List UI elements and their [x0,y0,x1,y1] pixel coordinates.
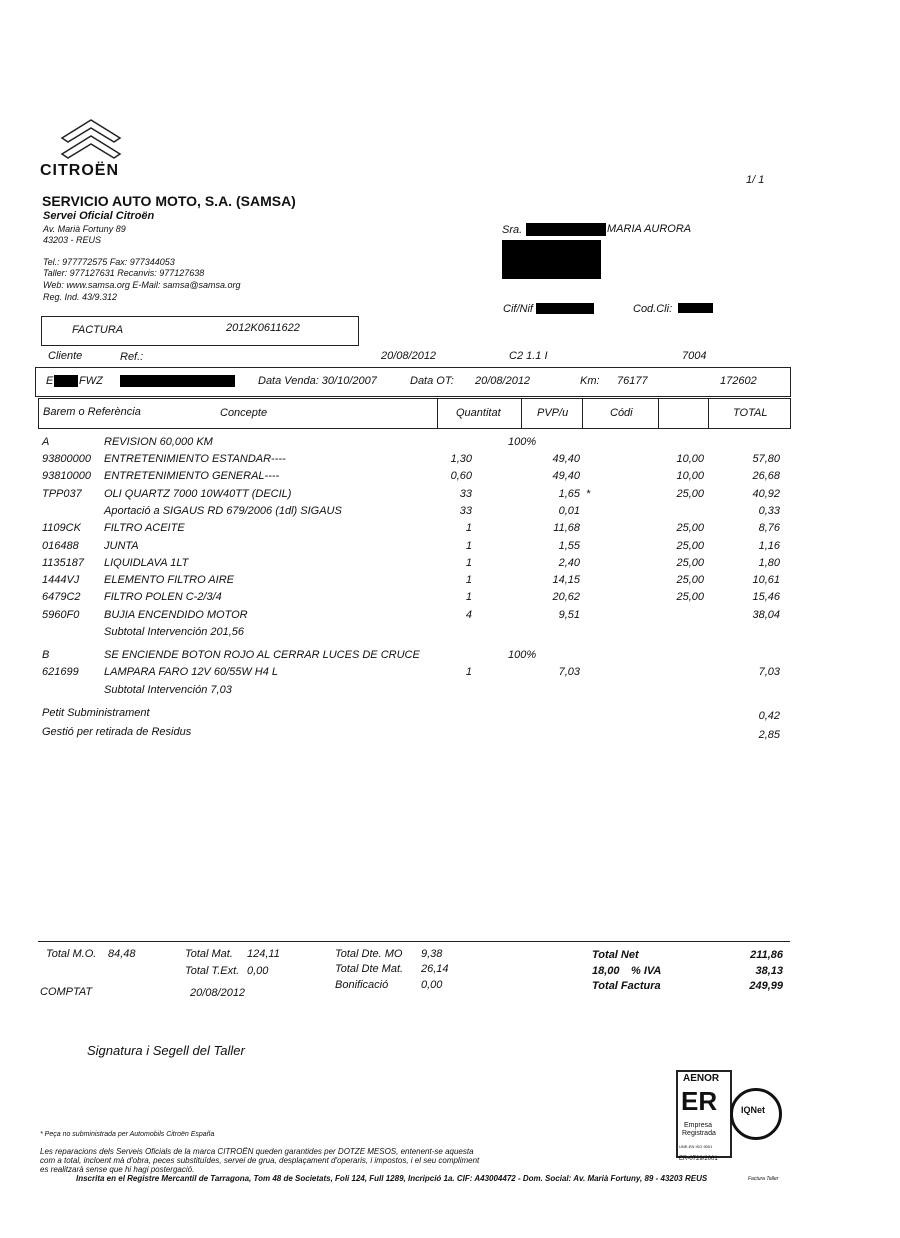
company-address2: 43203 - REUS [43,235,102,245]
line-ref: 1135187 [42,557,85,569]
line-concept: ELEMENTO FILTRO AIRE [104,574,234,586]
info-date: 20/08/2012 [381,350,437,362]
line-qty: 1,30 [450,453,472,465]
redacted-vehicle [120,375,235,387]
total-mo-label: Total M.O. [46,948,97,960]
bonificacio: 0,00 [421,979,443,991]
page-number: 1/ 1 [746,174,765,186]
payment-date: 20/08/2012 [190,987,246,999]
line-pvp: 100% [508,649,537,661]
line-dto: 25,00 [676,522,704,534]
line-ref: 93800000 [42,453,91,465]
aenor-une: UNE-EN ISO 9001 [679,1144,713,1149]
line-pvp: 20,62 [552,591,580,603]
footer-guarantee-3: es realitzarà sense que hi hagi postergació. [40,1165,195,1174]
company-subtitle: Servei Oficial Citroën [43,210,155,222]
line-pvp: 0,01 [558,505,580,517]
info-num: 7004 [682,350,707,362]
line-dto: 25,00 [676,574,704,586]
redacted-cod-cli [678,303,713,313]
km-label: Km: [580,375,600,387]
extra-total: 0,42 [758,710,780,722]
header-divider [437,398,438,428]
header-total: TOTAL [733,407,768,419]
total-dte-mo: 9,38 [421,948,443,960]
data-venda: Data Venda: 30/10/2007 [258,375,377,387]
line-concept: JUNTA [104,540,139,552]
line-total: 8,76 [758,522,780,534]
line-qty: 1 [465,574,472,586]
line-qty: 1 [465,540,472,552]
company-tel: Tel.: 977772575 Fax: 977344053 [43,257,175,267]
header-concept: Concepte [220,407,268,419]
total-ext-label: Total T.Ext. [185,965,240,977]
invoice-number: 2012K0611622 [226,322,300,334]
redacted-address [502,240,601,279]
citroen-logo [56,108,126,164]
line-ref: 016488 [42,540,79,552]
line-concept: LAMPARA FARO 12V 60/55W H4 L [104,666,279,678]
invoice-label: FACTURA [72,324,124,336]
total-factura: 249,99 [749,980,783,992]
line-concept: OLI QUARTZ 7000 10W40TT (DECIL) [104,488,292,500]
line-total: 10,61 [752,574,780,586]
footer-registry: Inscrita en el Registre Mercantil de Tarragona, Tom 48 de Societats, Foli 124, Full 1289, Incripció 1a. CIF: A43004472 - Dom. Social: Av. Marià Fortuny, 89 - 43203 REUS [76,1174,708,1183]
line-concept: ENTRETENIMIENTO ESTANDAR---- [104,453,286,465]
km-value: 76177 [617,375,648,387]
customer-title: Sra. [502,224,523,236]
line-pvp: 1,65 [558,488,580,500]
line-total: 40,92 [752,488,780,500]
line-concept: FILTRO ACEITE [104,522,185,534]
iqnet-label: IQNet [741,1105,766,1115]
line-dto: 25,00 [676,557,704,569]
line-ref: TPP037 [42,488,82,500]
total-factura-label: Total Factura [592,980,661,992]
line-qty: 33 [459,488,472,500]
line-total: 15,46 [752,591,780,603]
line-total: 0,33 [758,505,780,517]
line-total: 38,04 [752,609,780,621]
line-qty: 0,60 [450,470,472,482]
line-qty: 33 [459,505,472,517]
extra-label: Gestió per retirada de Residus [42,726,192,738]
line-mark: * [586,488,591,500]
line-pvp: 1,55 [558,540,580,552]
info-code: C2 1.1 I [509,350,548,362]
aenor-er: ER [681,1086,718,1116]
line-ref: 5960F0 [42,609,80,621]
line-ref: A [42,436,50,448]
company-taller: Taller: 977127631 Recanvis: 977127638 [43,268,205,278]
line-pvp: 11,68 [553,522,580,534]
line-dto: 10,00 [676,453,704,465]
customer-name: MARIA AURORA [607,223,692,235]
line-total: 26,68 [752,470,780,482]
line-pvp: 14,15 [552,574,580,586]
line-ref: 1109CK [42,522,81,534]
data-ot: 20/08/2012 [475,375,531,387]
footer-guarantee-2: com a total, incloent mà d'obra, peces substituïdes, servei de grua, desplaçament d'operaris, i impostos, i el seu compliment [40,1156,480,1165]
header-ref: Barem o Referència [43,406,141,418]
line-dto: 25,00 [676,540,704,552]
totals-top-rule [38,941,790,942]
line-concept: BUJIA ENCENDIDO MOTOR [104,609,248,621]
line-qty: 1 [465,522,472,534]
table-header [38,398,791,429]
vehicle-extra: 172602 [720,375,757,387]
total-mo: 84,48 [108,948,136,960]
line-concept: REVISION 60,000 KM [104,436,213,448]
iva-rate: 18,00 [592,965,620,977]
brand-logo-text: CITROËN [40,162,119,179]
line-total: 1,16 [758,540,780,552]
data-ot-label: Data OT: [410,375,454,387]
header-codi: Códi [610,407,633,419]
line-ref: 1444VJ [42,574,80,586]
bonificacio-label: Bonificació [335,979,389,991]
line-concept: ENTRETENIMIENTO GENERAL---- [104,470,280,482]
header-divider [521,398,522,428]
header-pvp: PVP/u [537,407,569,419]
total-ext: 0,00 [247,965,269,977]
line-pvp: 2,40 [558,557,580,569]
header-divider [708,398,709,428]
line-qty: 1 [465,557,472,569]
total-net: 211,86 [750,949,783,961]
total-mat: 124,11 [247,948,280,960]
cod-cli-label: Cod.Cli: [633,303,673,315]
line-dto: 10,00 [676,470,704,482]
company-address1: Av. Marià Fortuny 89 [43,224,126,234]
header-divider [582,398,583,428]
line-concept: Aportació a SIGAUS RD 679/2006 (1dl) SIGAUS [104,505,342,517]
extra-label: Petit Subministrament [42,707,150,719]
total-dte-mo-label: Total Dte. MO [335,948,403,960]
plate-suffix: FWZ [79,375,103,387]
payment-method: COMPTAT [40,986,93,998]
footer-note-asterisk: * Peça no subministrada per Automobils Citroën España [40,1131,215,1138]
line-concept: SE ENCIENDE BOTON ROJO AL CERRAR LUCES DE CRUCE [104,649,420,661]
line-concept: FILTRO POLEN C-2/3/4 [104,591,222,603]
redacted-cif [536,303,594,314]
company-name: SERVICIO AUTO MOTO, S.A. (SAMSA) [42,193,296,209]
header-divider [658,398,659,428]
line-pvp: 9,51 [558,609,580,621]
iva-amount: 38,13 [755,965,783,977]
total-dte-mat-label: Total Dte Mat. [335,963,404,975]
ref-label: Ref.: [120,351,144,363]
citroen-chevrons-icon [56,108,126,164]
cif-label: Cif/Nif [503,303,533,315]
aenor-title: AENOR [683,1073,720,1084]
aenor-line1: Empresa [684,1122,713,1129]
line-pvp: 49,40 [552,453,580,465]
total-dte-mat: 26,14 [421,963,449,975]
line-pvp: 100% [508,436,537,448]
header-qty: Quantitat [456,407,501,419]
aenor-line2: Registrada [682,1130,716,1137]
line-dto: 25,00 [676,488,704,500]
redacted-plate [54,375,78,387]
line-concept: LIQUIDLAVA 1LT [104,557,189,569]
signature-label: Signatura i Segell del Taller [87,1043,245,1058]
total-net-label: Total Net [592,949,639,961]
line-total: 7,03 [758,666,780,678]
line-ref: 621699 [42,666,79,678]
aenor-code: ER-0729/2001 [679,1156,718,1162]
extra-total: 2,85 [758,729,780,741]
line-concept: Subtotal Intervención 7,03 [104,684,232,696]
line-ref: 93810000 [42,470,91,482]
line-qty: 1 [465,666,472,678]
total-mat-label: Total Mat. [185,948,233,960]
line-qty: 4 [465,609,472,621]
line-qty: 1 [465,591,472,603]
line-pvp: 7,03 [558,666,580,678]
footer-guarantee-1: Les reparacions dels Serveis Oficials de la marca CITROËN queden garantides per DOTZE MESOS, entenent-se aquesta [40,1147,474,1156]
company-reg: Reg. Ind. 43/9.312 [43,292,118,302]
line-ref: 6479C2 [42,591,81,603]
cliente-label: Cliente [48,350,83,362]
iva-label: % IVA [631,965,662,977]
line-pvp: 49,40 [552,470,580,482]
plate-prefix: E [46,375,54,387]
line-total: 57,80 [752,453,780,465]
line-total: 1,80 [758,557,780,569]
line-dto: 25,00 [676,591,704,603]
line-ref: B [42,649,50,661]
line-concept: Subtotal Intervención 201,56 [104,626,245,638]
redacted-surname [526,223,606,236]
company-web: Web: www.samsa.org E-Mail: samsa@samsa.org [43,280,241,290]
form-code: Factura Taller [748,1176,779,1182]
